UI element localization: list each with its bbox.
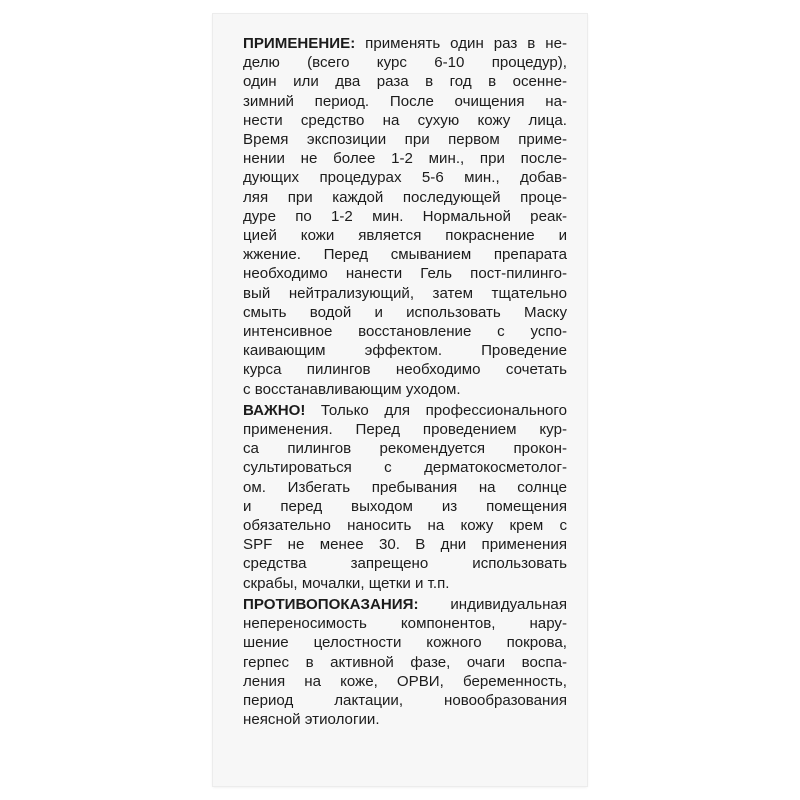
text-line: са пилингов рекомендуется прокон- — [243, 440, 567, 458]
text-line: неясной этиологии. — [243, 711, 380, 729]
text-line: Время экспозиции при первом приме- — [243, 131, 567, 149]
text-line: жжение. Перед смыванием препарата — [243, 246, 567, 264]
text-line: сультироваться с дерматокосметолог- — [243, 459, 567, 477]
text-line: один или два раза в год в осенне- — [243, 73, 567, 91]
text-line: обязательно наносить на кожу крем с — [243, 517, 567, 535]
text-line: шение целостности кожного покрова, — [243, 634, 567, 652]
text-line: необходимо нанести Гель пост-пилинго- — [243, 265, 567, 283]
section-contraindications — [243, 595, 567, 729]
text-line: ления на коже, ОРВИ, беременность, — [243, 672, 567, 690]
text-line: период лактации, новообразования — [243, 691, 567, 709]
text-line: средства запрещено использовать — [243, 555, 567, 573]
text-line: нести средство на сухую кожу лица. — [243, 111, 567, 129]
text-line: смыть водой и использовать Маску — [243, 303, 567, 321]
section-important — [243, 401, 567, 593]
text-line: применения. Перед проведением кур- — [243, 421, 567, 439]
text-line: ом. Избегать пребывания на солнце — [243, 478, 567, 496]
section-usage — [243, 34, 567, 399]
section-heading: ВАЖНО! — [243, 401, 306, 419]
text-line: курса пилингов необходимо сочетать — [243, 361, 567, 379]
section-heading: ПРИМЕНЕНИЕ: — [243, 35, 356, 52]
text-line: делю (всего курс 6-10 процедур), — [243, 54, 567, 72]
text-line: ПРОТИВОПОКАЗАНИЯ: индивидуальная — [243, 595, 567, 613]
text-line: нении не более 1-2 мин., при после- — [243, 150, 567, 168]
text-line: скрабы, мочалки, щетки и т.п. — [243, 574, 450, 592]
text-line: с восстанавливающим уходом. — [243, 380, 461, 398]
instructions-text — [243, 34, 567, 731]
text-line: интенсивное восстановление с успо- — [243, 323, 567, 341]
text-line: ВАЖНО! Только для профессионального — [243, 401, 567, 419]
text-line: вый нейтрализующий, затем тщательно — [243, 284, 567, 302]
text-line: ПРИМЕНЕНИЕ: применять один раз в не- — [243, 35, 567, 52]
text-line: непереносимость компонентов, нару- — [243, 615, 567, 633]
text-line: цией кожи является покраснение и — [243, 227, 567, 245]
packaging-side-panel — [213, 14, 587, 786]
text-line: SPF не менее 30. В дни применения — [243, 536, 567, 554]
text-line: дующих процедурах 5-6 мин., добав- — [243, 169, 567, 187]
text-line: зимний период. После очищения на- — [243, 92, 567, 110]
text-line: и перед выходом из помещения — [243, 497, 567, 515]
text-line: герпес в активной фазе, очаги воспа- — [243, 653, 567, 671]
text-line: ляя при каждой последующей проце- — [243, 188, 567, 206]
section-heading: ПРОТИВОПОКАЗАНИЯ: — [243, 595, 419, 613]
text-line: дуре по 1-2 мин. Нормальной реак- — [243, 207, 567, 225]
text-line: каивающим эффектом. Проведение — [243, 342, 567, 360]
